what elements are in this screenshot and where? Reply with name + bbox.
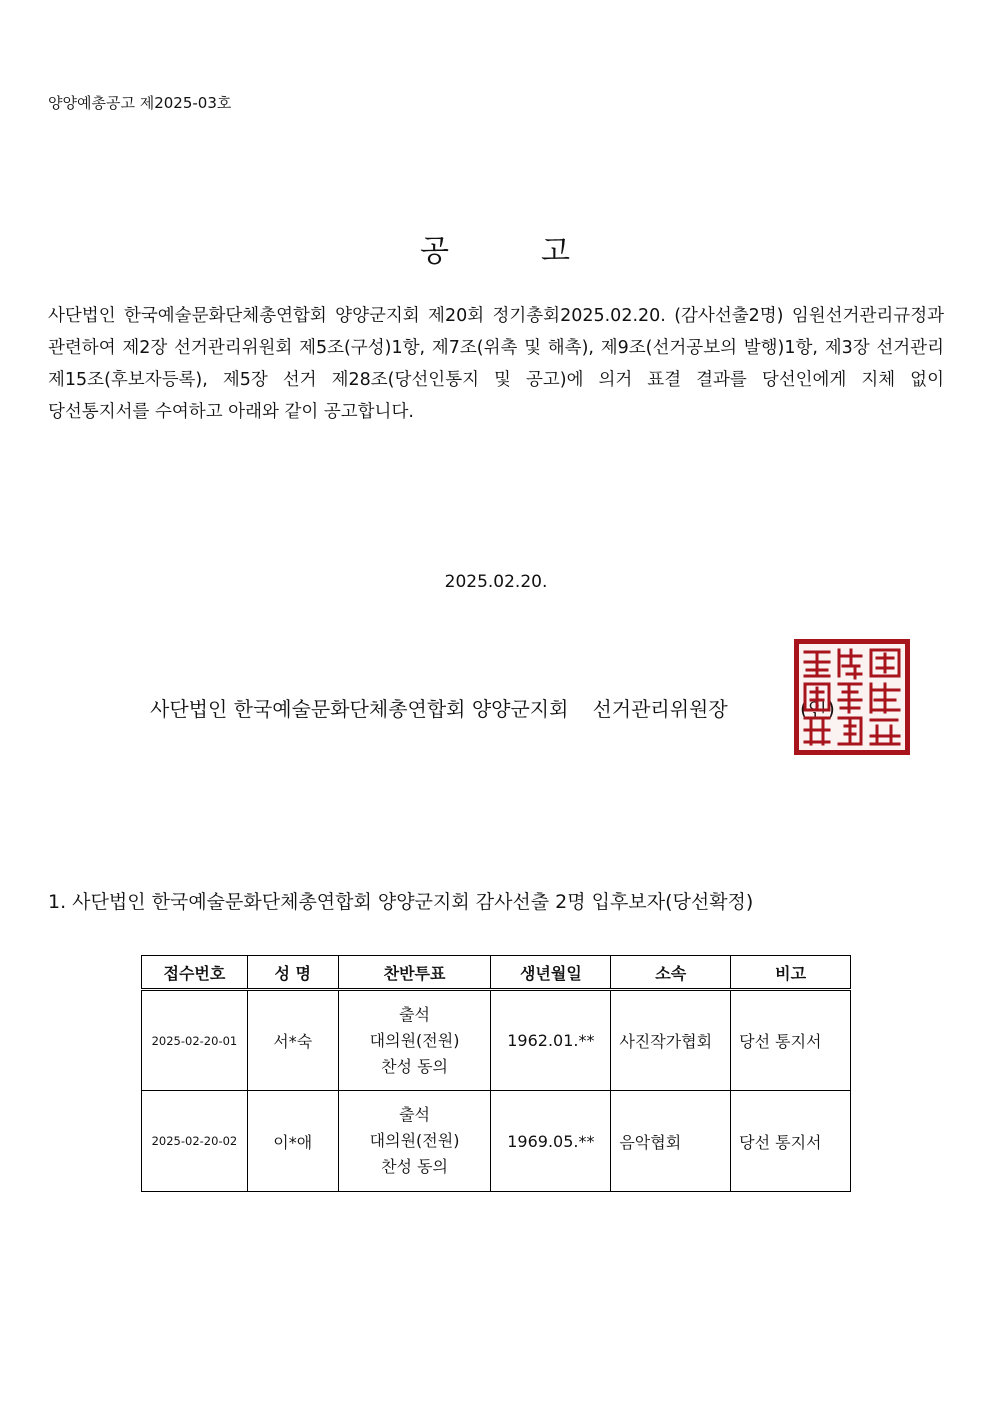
vote-line: 출석 [399,1105,431,1124]
vote-line: 대의원(전원) [369,1131,460,1150]
page-title [0,226,992,270]
announcement-date: 2025.02.20. [444,572,548,592]
table-row [142,1091,851,1192]
cell-note: 당선 통지서 [731,990,851,1091]
table-row [142,990,851,1091]
header-name: 성 명 [247,956,338,990]
announcement-body: 사단법인 한국예술문화단체총연합회 양양군지회 제20회 정기총회2025.02.20. (감사선출2명) 임원선거관리규정과 관련하여 제2장 선거관리위원회 제5조(구성)1항, 제7조(위촉 및 해촉), 제9조(선거공보의 발행)1항, 제3장 선거관리 제15조(후보자등록), 제5장 선거 제28조(당선인통지 및 공고)에 의거 표결 결과를 당선인에게 지체 없이 당선통지서를 수여하고 아래와 같이 공고합니다. [48,306,944,422]
cell-birth: 1962.01.** [491,990,611,1091]
vote-line: 출석 [399,1004,431,1024]
vote-line: 찬성 동의 [381,1157,449,1176]
signature-position: 선거관리위원장 [592,697,728,721]
header-vote: 찬반투표 [338,956,491,990]
seal-glyphs-icon [799,644,905,750]
official-seal [794,639,910,755]
cell-name: 이*애 [247,1091,338,1192]
table-header-row [142,956,851,990]
header-number: 접수번호 [142,956,248,990]
cell-name: 서*숙 [247,990,338,1091]
cell-affiliation: 사진작가협회 [611,990,731,1091]
header-affiliation: 소속 [611,956,731,990]
cell-note: 당선 통지서 [731,1091,851,1192]
signature-line [150,693,728,722]
title-char-2: 고 [541,234,572,269]
cell-vote [338,990,491,1091]
document-number: 양양예총공고 제2025-03호 [48,94,232,112]
seal-mark-label: (인) [800,697,835,721]
vote-line: 대의원(전원) [369,1030,460,1050]
header-birth: 생년월일 [491,956,611,990]
cell-number: 2025-02-20-01 [142,990,248,1091]
cell-number: 2025-02-20-02 [142,1091,248,1192]
cell-vote [338,1091,491,1192]
signature-organization: 사단법인 한국예술문화단체총연합회 양양군지회 [150,697,569,721]
header-note: 비고 [731,956,851,990]
vote-line: 찬성 동의 [381,1056,449,1076]
cell-birth: 1969.05.** [491,1091,611,1192]
title-char-1: 공 [420,234,451,269]
section-title: 1. 사단법인 한국예술문화단체총연합회 양양군지회 감사선출 2명 입후보자(당선확정) [48,891,754,913]
candidates-table [141,955,851,1192]
cell-affiliation: 음악협회 [611,1091,731,1192]
